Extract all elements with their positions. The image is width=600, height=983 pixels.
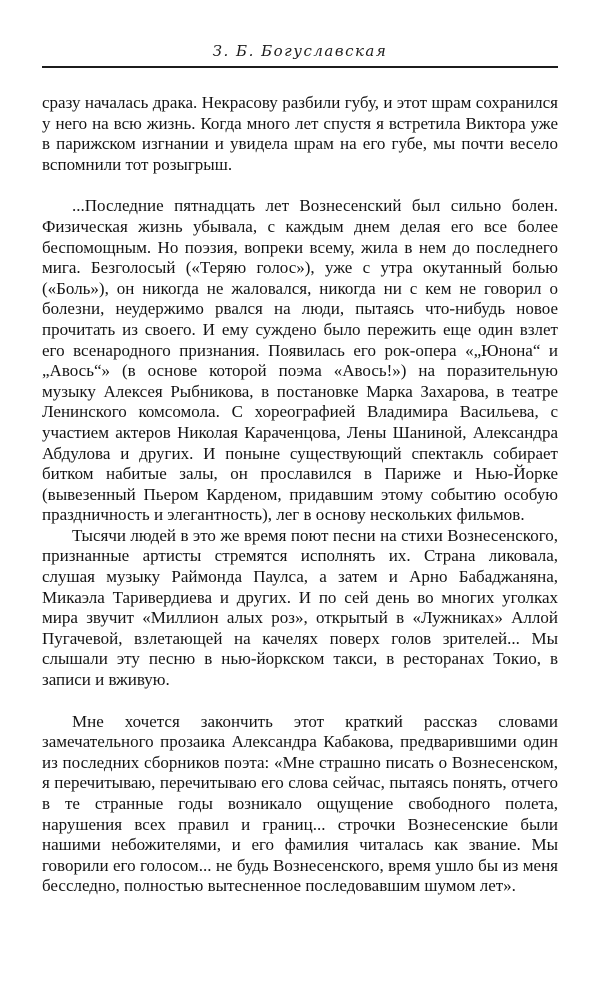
paragraph-songs: Тысячи людей в это же время поют песни на стихи Вознесенского, признанные артисты стремятся исполнять их. Страна ликовала, слушая музыку Раймонда Паулса, а затем и Арно Бабаджаняна, Микаэла Таривердиева и других. И по сей день во многих уголках мира звучит «Миллион алых роз», открытый в «Лужниках» Аллой Пугачевой, взлетающей на качелях поверх голов зрителей... Мы слышали эту песню в нью-йоркском такси, в ресторанах Токио, в записи и вживую.: [42, 525, 558, 690]
page-body: [42, 93, 558, 897]
paragraph-illness-rock-opera: ...Последние пятнадцать лет Вознесенский был сильно болен. Физическая жизнь убывала, с каждым днем делая его все более беспомощным. Но поэзия, вопреки всему, жила в нем до последнего мига. Безголосый («Теряю голос»), уже с утра окутанный болью («Боль»), он никогда не жаловался, никогда ни с кем не говорил о болезни, неудержимо рвался на люди, пытаясь что-нибудь новое прочитать из своего. И ему суждено было пережить еще один взлет его всенародного признания. Появилась его рок-опера «„Юнона“ и „Авось“» (в основе которой поэма «Авось!») на поразительную музыку Алексея Рыбникова, в постановке Марка Захарова, в театре Ленинского комсомола. С хореографией Владимира Васильева, с участием актеров Николая Караченцова, Лены Шаниной, Александра Абдулова и других. И поныне существующий спектакль собирает битком набитые залы, он прославился в Париже и Нью-Йорке (вывезенный Пьером Карденом, придавшим этому событию особую праздничность и элегантность), лег в основу нескольких фильмов.: [42, 196, 558, 525]
paragraph-kabakov-quote: Мне хочется закончить этот краткий рассказ словами замечательного прозаика Александра Кабакова, предварившими один из последних сборников поэта: «Мне страшно писать о Вознесенском, я перечитываю, перечитываю его слова сейчас, пытаясь понять, отчего в те странные годы возникало ощущение свободного полета, нарушения всех правил и границ... строчки Вознесенские были нашими небожителями, и его фамилия читалась как звание. Мы говорили его голосом... не будь Вознесенского, время ушло бы из меня бесследно, полностью вытесненное последовавшим шумом лет».: [42, 711, 558, 896]
paragraph-continuation: сразу началась драка. Некрасову разбили губу, и этот шрам сохранился у него на всю жизнь. Когда много лет спустя я встретила Виктора уже в парижском изгнании и увидела шрам на его губе, мы почти весело вспомнили тот розыгрыш.: [42, 93, 558, 174]
running-head-author: З. Б. Богуславская: [212, 42, 388, 60]
page-header: [42, 40, 558, 68]
header-rule: [42, 66, 558, 68]
